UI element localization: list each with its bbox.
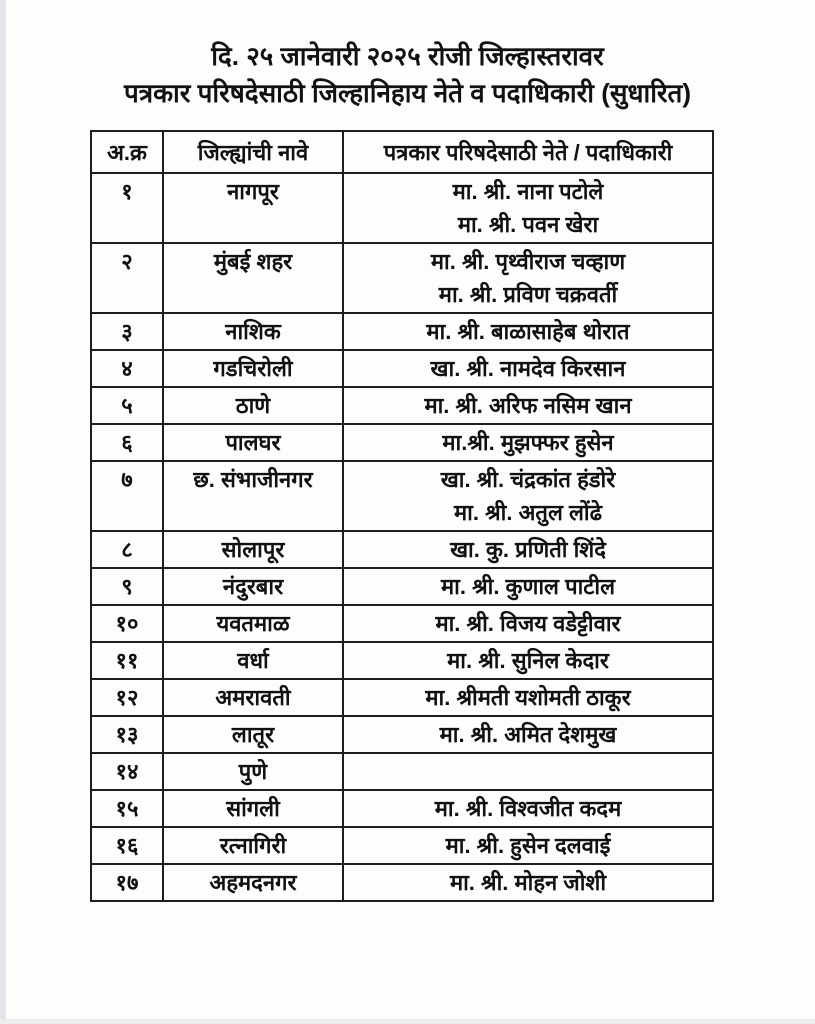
- cell-leaders: [343, 605, 713, 642]
- cell-serial-number: ९: [91, 568, 163, 605]
- cell-leaders: [343, 387, 713, 424]
- cell-district-name: अमरावती: [163, 679, 343, 716]
- header-serial-number: अ.क्र: [91, 131, 163, 173]
- cell-leaders: [343, 679, 713, 716]
- table-row: [91, 350, 713, 387]
- leader-line: मा. श्री. पृथ्वीराज चव्हाण: [430, 249, 626, 274]
- photo-bottom-edge: [0, 1019, 815, 1024]
- cell-leaders: [343, 350, 713, 387]
- cell-leaders: [343, 864, 713, 901]
- cell-district-name: गडचिरोली: [163, 350, 343, 387]
- cell-serial-number: १३: [91, 716, 163, 753]
- title-line-1: दि. २५ जानेवारी २०२५ रोजी जिल्हास्तरावर: [211, 41, 604, 71]
- table-row: [91, 790, 713, 827]
- cell-leaders: [343, 716, 713, 753]
- district-leaders-table: [90, 130, 714, 902]
- leader-line: मा. श्री. हुसेन दलवाई: [445, 833, 611, 858]
- document-title: [0, 38, 815, 112]
- leader-line: खा. श्री. नामदेव किरसान: [430, 356, 626, 381]
- table-row: [91, 679, 713, 716]
- cell-district-name: नंदुरबार: [163, 568, 343, 605]
- leader-line: मा. श्री. प्रविण चक्रवर्ती: [438, 282, 618, 307]
- cell-district-name: पुणे: [163, 753, 343, 790]
- cell-district-name: मुंबई शहर: [163, 243, 343, 313]
- cell-leaders: [343, 753, 713, 790]
- cell-district-name: लातूर: [163, 716, 343, 753]
- leader-line: मा. श्री. मोहन जोशी: [449, 870, 607, 895]
- table-row: [91, 173, 713, 243]
- title-line-2: पत्रकार परिषदेसाठी जिल्हानिहाय नेते व पदाधिकारी (सुधारित): [123, 78, 692, 108]
- header-leaders: पत्रकार परिषदेसाठी नेते / पदाधिकारी: [343, 131, 713, 173]
- cell-district-name: सांगली: [163, 790, 343, 827]
- header-district-names: जिल्ह्यांची नावे: [163, 131, 343, 173]
- leader-line: मा. श्री. अतुल लोंढे: [454, 500, 602, 525]
- leader-line: खा. श्री. चंद्रकांत हंडोरे: [440, 467, 616, 492]
- cell-leaders: [343, 642, 713, 679]
- cell-district-name: अहमदनगर: [163, 864, 343, 901]
- cell-serial-number: १: [91, 173, 163, 243]
- header-row: [91, 131, 713, 173]
- cell-serial-number: १७: [91, 864, 163, 901]
- cell-leaders: [343, 424, 713, 461]
- cell-serial-number: १०: [91, 605, 163, 642]
- cell-serial-number: ३: [91, 313, 163, 350]
- cell-serial-number: ५: [91, 387, 163, 424]
- leader-line: मा. श्री. अरिफ नसिम खान: [424, 393, 632, 418]
- cell-district-name: नाशिक: [163, 313, 343, 350]
- cell-serial-number: १२: [91, 679, 163, 716]
- cell-leaders: [343, 790, 713, 827]
- leader-line: खा. कु. प्रणिती शिंदे: [450, 537, 606, 562]
- table-header: [91, 131, 713, 173]
- leader-line: मा. श्री. पवन खेरा: [457, 212, 599, 237]
- table-row: [91, 716, 713, 753]
- cell-district-name: सोलापूर: [163, 531, 343, 568]
- table-row: [91, 864, 713, 901]
- table-row: [91, 387, 713, 424]
- cell-leaders: [343, 243, 713, 313]
- leader-line: मा. श्री. सुनिल केदार: [447, 648, 609, 673]
- photo-left-edge: [0, 0, 6, 1024]
- cell-district-name: नागपूर: [163, 173, 343, 243]
- table-row: [91, 753, 713, 790]
- table-body: [91, 173, 713, 901]
- cell-serial-number: ६: [91, 424, 163, 461]
- cell-serial-number: १४: [91, 753, 163, 790]
- cell-leaders: [343, 531, 713, 568]
- leader-line: मा. श्री. कुणाल पाटील: [440, 574, 615, 599]
- cell-serial-number: ११: [91, 642, 163, 679]
- cell-leaders: [343, 461, 713, 531]
- table-row: [91, 424, 713, 461]
- leader-line: मा. श्री. नाना पटोले: [452, 179, 604, 204]
- table-row: [91, 568, 713, 605]
- table-row: [91, 461, 713, 531]
- leader-line: मा. श्री. बाळासाहेब थोरात: [426, 319, 630, 344]
- table-row: [91, 827, 713, 864]
- table-row: [91, 313, 713, 350]
- cell-serial-number: १६: [91, 827, 163, 864]
- table-row: [91, 531, 713, 568]
- cell-serial-number: ७: [91, 461, 163, 531]
- cell-district-name: यवतमाळ: [163, 605, 343, 642]
- cell-district-name: रत्नागिरी: [163, 827, 343, 864]
- leader-line: मा. श्री. विजय वडेट्टीवार: [435, 611, 621, 636]
- cell-leaders: [343, 827, 713, 864]
- cell-district-name: पालघर: [163, 424, 343, 461]
- leader-line: मा.श्री. मुझफ्फर हुसेन: [442, 430, 614, 455]
- cell-district-name: वर्धा: [163, 642, 343, 679]
- leader-line: मा. श्रीमती यशोमती ठाकूर: [425, 685, 631, 710]
- cell-leaders: [343, 568, 713, 605]
- cell-leaders: [343, 173, 713, 243]
- cell-district-name: ठाणे: [163, 387, 343, 424]
- cell-serial-number: ४: [91, 350, 163, 387]
- leader-line: मा. श्री. अमित देशमुख: [439, 722, 617, 747]
- cell-serial-number: १५: [91, 790, 163, 827]
- table-row: [91, 605, 713, 642]
- leader-line: मा. श्री. विश्वजीत कदम: [434, 796, 622, 821]
- cell-serial-number: २: [91, 243, 163, 313]
- table-row: [91, 642, 713, 679]
- table-row: [91, 243, 713, 313]
- cell-leaders: [343, 313, 713, 350]
- cell-district-name: छ. संभाजीनगर: [163, 461, 343, 531]
- cell-serial-number: ८: [91, 531, 163, 568]
